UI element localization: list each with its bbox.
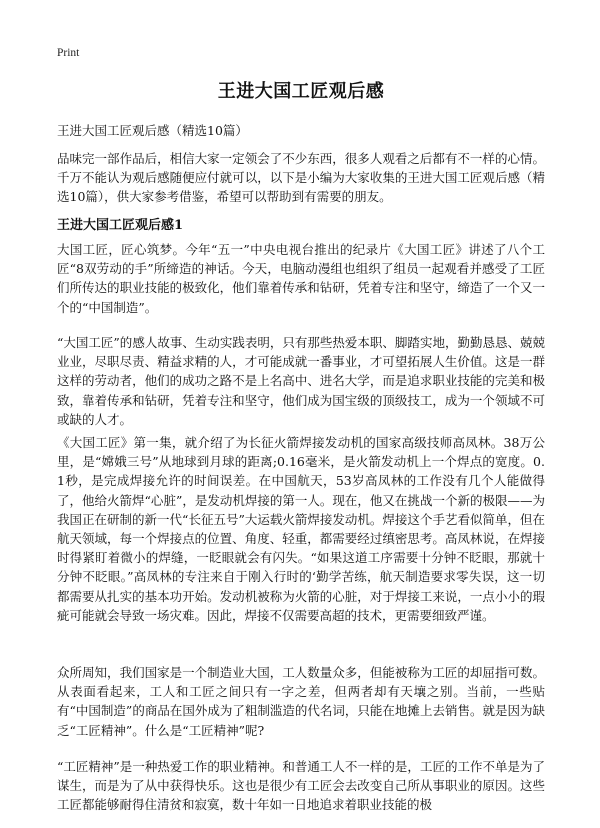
body-paragraph: “工匠精神”是一种热爱工作的职业精神。和普通工人不一样的是，工匠的工作不单是为了谋生，而是为了从中获得快乐。这也是很少有工匠会去改变自己所从事职业的原因。这些工匠都能够耐得住清贫和寂寞，数十年如一日地追求着职业技能的极	[57, 759, 545, 813]
section-heading: 王进大国工匠观后感1	[57, 218, 184, 233]
body-paragraph: 《大国工匠》第一集，就介绍了为长征火箭焊接发动机的国家高级技师高凤林。38万公里，是“嫦娥三号”从地球到月球的距离;0.16毫米，是火箭发动机上一个焊点的宽度。0.1秒，是完成焊接允许的时间误差。在中国航天，53岁高凤林的工作没有几个人能做得了，他给火箭焊“心脏”，是发动机焊接的第一人。现在，他又在挑战一个新的极限——为我国正在研制的新一代“长征五号”大运载火箭焊接发动机。焊接这个手艺看似简单，但在航天领域，每一个焊接点的位置、角度、轻重，都需要经过缜密思考。高凤林说，在焊接时得紧盯着微小的焊缝，一眨眼就会有闪失。“如果这道工序需要十分钟不眨眼，那就十分钟不眨眼。”高凤林的专注来自于刚入行时的‘勤学苦练，航天制造要求零失误，这一切都需要从扎实的基本功开始。发动机被称为火箭的心脏，对于焊接工来说，一点小小的瑕疵可能就会导致一场灾难。因此，焊接不仅需要高超的技术，更需要细致严谨。	[57, 435, 545, 623]
body-paragraph: 众所周知，我们国家是一个制造业大国，工人数量众多，但能被称为工匠的却屈指可数。从表面看起来，工人和工匠之间只有一字之差，但两者却有天壤之别。当前，一些贴有“中国制造”的商品在国外成为了粗制滥造的代名词，只能在地摊上去销售。就是因为缺乏“工匠精神”。什么是“工匠精神”呢?	[57, 665, 545, 738]
intro-paragraph: 品味完一部作品后，相信大家一定领会了不少东西，很多人观看之后都有不一样的心情。千万不能认为观后感随便应付就可以，以下是小编为大家收集的王进大国工匠观后感（精选10篇），供大家参考借鉴，希望可以帮助到有需要的朋友。	[57, 151, 545, 205]
page-title: 王进大国工匠观后感	[217, 81, 385, 102]
body-paragraph: “大国工匠”的感人故事、生动实践表明，只有那些热爱本职、脚踏实地，勤勤恳恳、兢兢业业，尽职尽责、精益求精的人，才可能成就一番事业，才可望拓展人生价值。这是一群这样的劳动者，他们的成功之路不是上名高中、进名大学，而是追求职业技能的完美和极致，靠着传承和钻研，凭着专注和坚守，他们成为国宝级的顶级技工，成为一个领域不可或缺的人才。	[57, 335, 545, 427]
article-subtitle: 王进大国工匠观后感（精选10篇）	[57, 123, 248, 138]
body-paragraph: 大国工匠，匠心筑梦。今年“五一”中央电视台推出的纪录片《大国工匠》讲述了八个工匠“8双劳动的手”所缔造的神话。今天，电脑动漫组也组织了组员一起观看并感受了工匠们所传达的职业技能的极致化，他们靠着传承和钻研，凭着专注和坚守，缔造了一个又一个的“中国制造”。	[57, 242, 545, 315]
print-link[interactable]: Print	[57, 47, 80, 59]
